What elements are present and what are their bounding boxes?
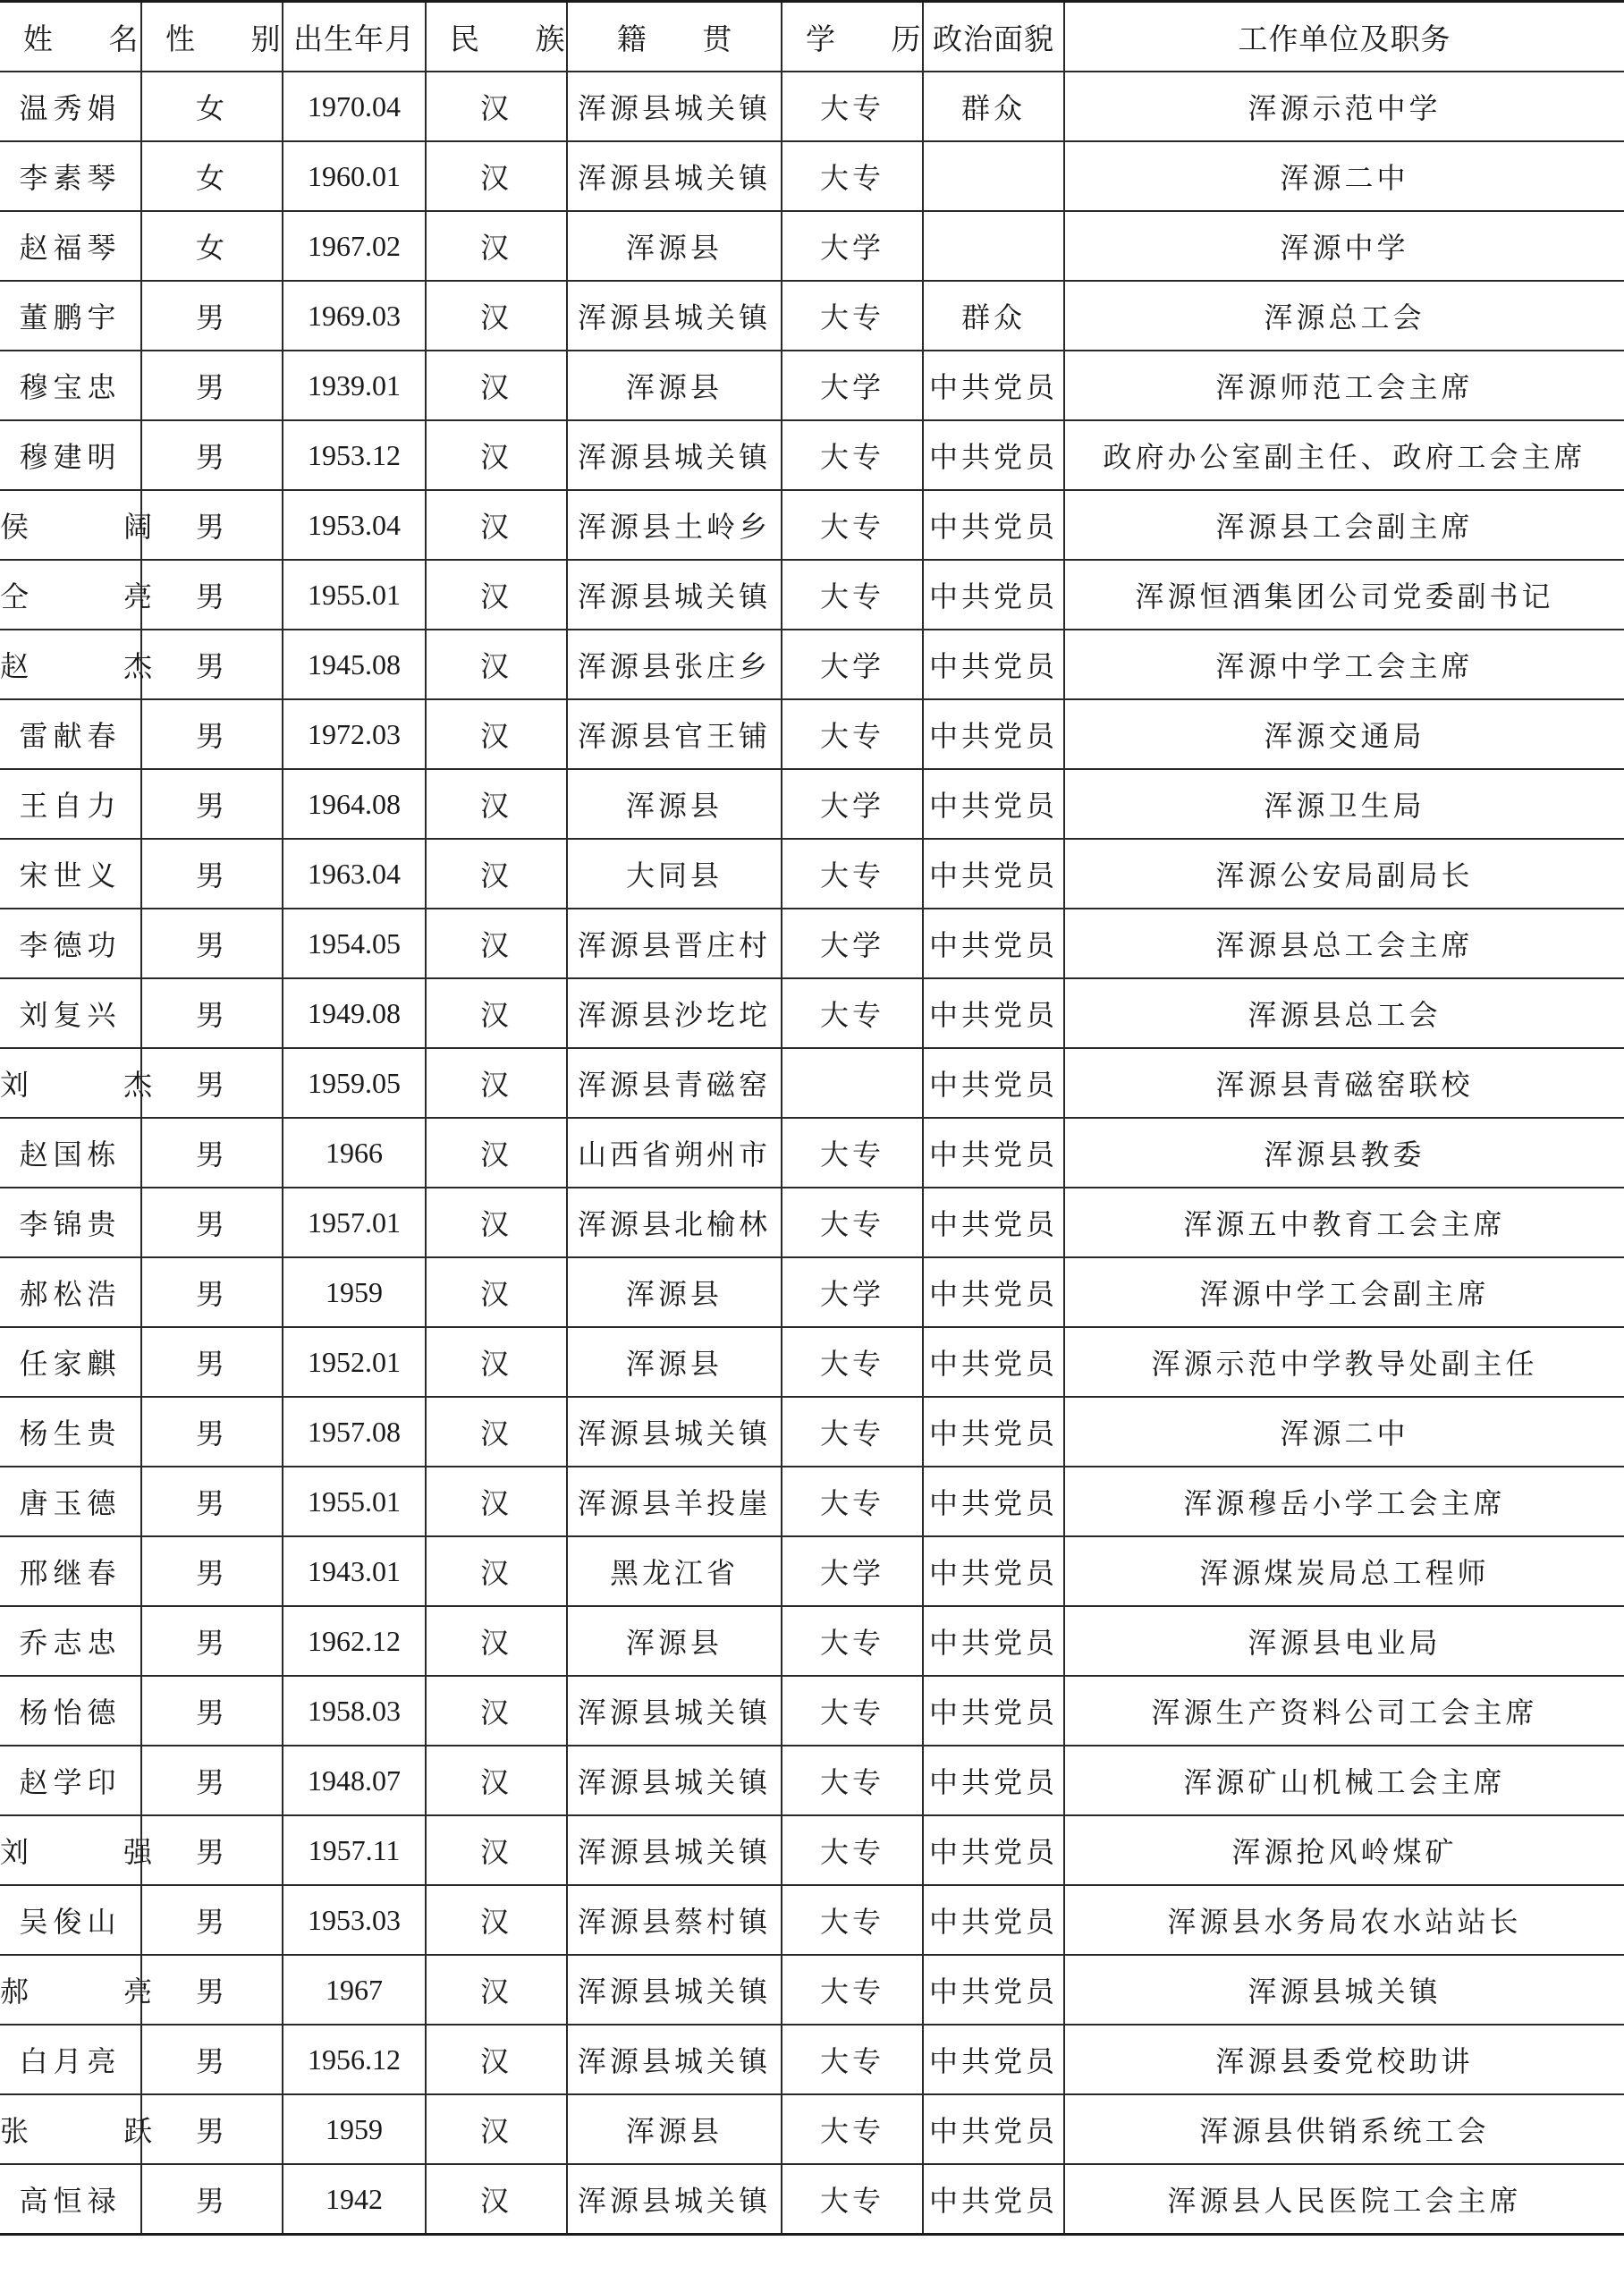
gender-cell: 男: [141, 1746, 283, 1815]
gender-cell: 男: [141, 839, 283, 909]
employer-position-cell: 浑源县人民医院工会主席: [1064, 2164, 1624, 2235]
education-cell: 大专: [782, 2094, 923, 2164]
gender-cell: 女: [141, 211, 283, 281]
native-place-cell: 浑源县城关镇: [567, 1746, 782, 1815]
education-cell: 大专: [782, 2025, 923, 2094]
political-status-cell: [923, 141, 1064, 211]
birth-date-cell: 1966: [283, 1118, 426, 1188]
education-cell: 大专: [782, 1746, 923, 1815]
table-body: [0, 72, 1624, 2235]
table-row: [0, 1955, 1624, 2025]
political-status-cell: 中共党员: [923, 1048, 1064, 1118]
table-row: [0, 839, 1624, 909]
gender-cell: 男: [141, 1327, 283, 1397]
native-place-cell: 浑源县官王铺: [567, 699, 782, 769]
gender-cell: 男: [141, 560, 283, 630]
employer-position-cell: 浑源师范工会主席: [1064, 351, 1624, 420]
birth-date-cell: 1959.05: [283, 1048, 426, 1118]
employer-position-cell: 浑源县水务局农水站站长: [1064, 1885, 1624, 1955]
ethnicity-cell: 汉: [426, 1327, 567, 1397]
native-place-cell: 浑源县: [567, 769, 782, 839]
ethnicity-cell: 汉: [426, 839, 567, 909]
birth-date-cell: 1942: [283, 2164, 426, 2235]
table-row: [0, 141, 1624, 211]
political-status-cell: 中共党员: [923, 351, 1064, 420]
gender-header: 性 别: [141, 2, 283, 72]
gender-cell: 男: [141, 2094, 283, 2164]
employer-position-cell: 浑源县电业局: [1064, 1606, 1624, 1676]
education-cell: 大专: [782, 490, 923, 560]
education-cell: 大学: [782, 211, 923, 281]
ethnicity-header: 民 族: [426, 2, 567, 72]
native-place-cell: 浑源县: [567, 211, 782, 281]
native-place-cell: 黑龙江省: [567, 1536, 782, 1606]
ethnicity-cell: 汉: [426, 1676, 567, 1746]
table-row: [0, 1606, 1624, 1676]
ethnicity-cell: 汉: [426, 1815, 567, 1885]
education-cell: 大专: [782, 141, 923, 211]
education-cell: 大专: [782, 699, 923, 769]
education-cell: 大专: [782, 1815, 923, 1885]
gender-cell: 男: [141, 2025, 283, 2094]
education-cell: 大专: [782, 1955, 923, 2025]
birth-date-cell: 1956.12: [283, 2025, 426, 2094]
native-place-cell: 浑源县: [567, 1327, 782, 1397]
gender-cell: 男: [141, 1048, 283, 1118]
native-place-cell: 浑源县羊投崖: [567, 1467, 782, 1536]
political-status-cell: 中共党员: [923, 2164, 1064, 2235]
education-cell: 大专: [782, 1885, 923, 1955]
table-row: [0, 699, 1624, 769]
political-status-cell: 中共党员: [923, 769, 1064, 839]
ethnicity-cell: 汉: [426, 141, 567, 211]
name-cell: 杨怡德: [0, 1676, 141, 1746]
political-status-cell: 中共党员: [923, 699, 1064, 769]
name-cell: 赵 杰: [0, 630, 141, 699]
education-cell: 大专: [782, 1118, 923, 1188]
political-status-cell: 中共党员: [923, 490, 1064, 560]
name-cell: 刘复兴: [0, 978, 141, 1048]
employer-position-cell: 浑源二中: [1064, 141, 1624, 211]
education-cell: 大专: [782, 978, 923, 1048]
ethnicity-cell: 汉: [426, 1048, 567, 1118]
gender-cell: 男: [141, 1118, 283, 1188]
ethnicity-cell: 汉: [426, 2164, 567, 2235]
name-cell: 王自力: [0, 769, 141, 839]
education-cell: 大专: [782, 1606, 923, 1676]
name-cell: 乔志忠: [0, 1606, 141, 1676]
ethnicity-cell: 汉: [426, 909, 567, 978]
native-place-cell: 浑源县: [567, 1257, 782, 1327]
birth-date-cell: 1952.01: [283, 1327, 426, 1397]
employer-position-cell: 浑源卫生局: [1064, 769, 1624, 839]
native-place-cell: 浑源县城关镇: [567, 72, 782, 141]
birth-date-cell: 1957.08: [283, 1397, 426, 1467]
ethnicity-cell: 汉: [426, 351, 567, 420]
gender-cell: 女: [141, 141, 283, 211]
ethnicity-cell: 汉: [426, 699, 567, 769]
employer-position-cell: 浑源县工会副主席: [1064, 490, 1624, 560]
gender-cell: 男: [141, 1606, 283, 1676]
ethnicity-cell: 汉: [426, 1885, 567, 1955]
birth-date-cell: 1949.08: [283, 978, 426, 1048]
political-status-cell: 中共党员: [923, 420, 1064, 490]
name-cell: 赵国栋: [0, 1118, 141, 1188]
birth-date-cell: 1958.03: [283, 1676, 426, 1746]
birth-date-cell: 1943.01: [283, 1536, 426, 1606]
name-header: 姓 名: [0, 2, 141, 72]
table-header-row: [0, 2, 1624, 72]
education-cell: 大学: [782, 909, 923, 978]
ethnicity-cell: 汉: [426, 1536, 567, 1606]
political-status-cell: 中共党员: [923, 2094, 1064, 2164]
ethnicity-cell: 汉: [426, 72, 567, 141]
education-cell: 大专: [782, 72, 923, 141]
birth-date-cell: 1963.04: [283, 839, 426, 909]
political-status-cell: 群众: [923, 281, 1064, 351]
education-cell: 大学: [782, 1536, 923, 1606]
employer-position-cell: 浑源县教委: [1064, 1118, 1624, 1188]
native-place-cell: 浑源县晋庄村: [567, 909, 782, 978]
name-cell: 任家麒: [0, 1327, 141, 1397]
political-status-cell: 群众: [923, 72, 1064, 141]
birth-date-cell: 1967.02: [283, 211, 426, 281]
gender-cell: 男: [141, 490, 283, 560]
table-row: [0, 72, 1624, 141]
birth-date-cell: 1953.04: [283, 490, 426, 560]
education-cell: 大专: [782, 1467, 923, 1536]
native-place-cell: 浑源县沙圪坨: [567, 978, 782, 1048]
gender-cell: 男: [141, 351, 283, 420]
political-status-cell: 中共党员: [923, 1606, 1064, 1676]
employer-position-cell: 浑源五中教育工会主席: [1064, 1188, 1624, 1257]
political-status-cell: 中共党员: [923, 839, 1064, 909]
political-status-cell: 中共党员: [923, 1955, 1064, 2025]
employer-position-cell: 浑源县供销系统工会: [1064, 2094, 1624, 2164]
name-cell: 李素琴: [0, 141, 141, 211]
employer-position-cell: 浑源抢风岭煤矿: [1064, 1815, 1624, 1885]
name-cell: 宋世义: [0, 839, 141, 909]
birth-date-cell: 1969.03: [283, 281, 426, 351]
native-place-cell: 浑源县: [567, 1606, 782, 1676]
education-cell: 大专: [782, 560, 923, 630]
ethnicity-cell: 汉: [426, 2094, 567, 2164]
name-cell: 白月亮: [0, 2025, 141, 2094]
employer-position-cell: 浑源总工会: [1064, 281, 1624, 351]
birth-date-cell: 1939.01: [283, 351, 426, 420]
political-status-cell: 中共党员: [923, 1327, 1064, 1397]
employer-position-cell: 浑源县总工会主席: [1064, 909, 1624, 978]
education-cell: 大学: [782, 769, 923, 839]
native-place-cell: 浑源县北榆林: [567, 1188, 782, 1257]
education-cell: 大专: [782, 839, 923, 909]
name-cell: 仝 亮: [0, 560, 141, 630]
name-cell: 张 跃: [0, 2094, 141, 2164]
education-cell: 大专: [782, 1397, 923, 1467]
table-row: [0, 1676, 1624, 1746]
birth-date-cell: 1962.12: [283, 1606, 426, 1676]
political-status-cell: 中共党员: [923, 1746, 1064, 1815]
ethnicity-cell: 汉: [426, 560, 567, 630]
political-status-cell: 中共党员: [923, 1676, 1064, 1746]
education-cell: 大专: [782, 1676, 923, 1746]
name-cell: 唐玉德: [0, 1467, 141, 1536]
native-place-cell: 浑源县土岭乡: [567, 490, 782, 560]
education-cell: 大专: [782, 420, 923, 490]
native-place-cell: 浑源县城关镇: [567, 1397, 782, 1467]
native-place-cell: 浑源县城关镇: [567, 141, 782, 211]
native-place-header: 籍 贯: [567, 2, 782, 72]
gender-cell: 男: [141, 1815, 283, 1885]
table-row: [0, 978, 1624, 1048]
ethnicity-cell: 汉: [426, 420, 567, 490]
education-cell: 大专: [782, 1327, 923, 1397]
table-row: [0, 1188, 1624, 1257]
table-row: [0, 909, 1624, 978]
table-row: [0, 1885, 1624, 1955]
education-header: 学 历: [782, 2, 923, 72]
ethnicity-cell: 汉: [426, 1397, 567, 1467]
ethnicity-cell: 汉: [426, 490, 567, 560]
ethnicity-cell: 汉: [426, 1467, 567, 1536]
gender-cell: 男: [141, 909, 283, 978]
gender-cell: 男: [141, 1885, 283, 1955]
name-cell: 穆宝忠: [0, 351, 141, 420]
ethnicity-cell: 汉: [426, 630, 567, 699]
ethnicity-cell: 汉: [426, 978, 567, 1048]
table-row: [0, 1397, 1624, 1467]
political-status-cell: 中共党员: [923, 1188, 1064, 1257]
employer-position-cell: 浑源矿山机械工会主席: [1064, 1746, 1624, 1815]
employer-position-cell: 浑源穆岳小学工会主席: [1064, 1467, 1624, 1536]
education-cell: 大专: [782, 1188, 923, 1257]
birth-date-cell: 1953.12: [283, 420, 426, 490]
native-place-cell: 浑源县张庄乡: [567, 630, 782, 699]
table-row: [0, 2164, 1624, 2235]
gender-cell: 男: [141, 2164, 283, 2235]
employer-position-cell: 浑源生产资料公司工会主席: [1064, 1676, 1624, 1746]
political-status-cell: 中共党员: [923, 1397, 1064, 1467]
birth-date-cell: 1948.07: [283, 1746, 426, 1815]
birth-date-cell: 1957.11: [283, 1815, 426, 1885]
gender-cell: 男: [141, 1536, 283, 1606]
gender-cell: 男: [141, 1188, 283, 1257]
name-cell: 赵福琴: [0, 211, 141, 281]
gender-cell: 男: [141, 1397, 283, 1467]
ethnicity-cell: 汉: [426, 1606, 567, 1676]
birth-date-cell: 1970.04: [283, 72, 426, 141]
table-row: [0, 281, 1624, 351]
political-status-cell: 中共党员: [923, 909, 1064, 978]
employer-position-cell: 浑源交通局: [1064, 699, 1624, 769]
political-status-cell: 中共党员: [923, 630, 1064, 699]
birth-date-cell: 1959: [283, 2094, 426, 2164]
native-place-cell: 浑源县城关镇: [567, 2164, 782, 2235]
table-row: [0, 1467, 1624, 1536]
political-status-cell: 中共党员: [923, 978, 1064, 1048]
table-row: [0, 2025, 1624, 2094]
name-cell: 刘 杰: [0, 1048, 141, 1118]
employer-position-cell: 浑源示范中学: [1064, 72, 1624, 141]
education-cell: 大学: [782, 630, 923, 699]
gender-cell: 男: [141, 1676, 283, 1746]
name-cell: 侯 阔: [0, 490, 141, 560]
employer-position-cell: 浑源恒酒集团公司党委副书记: [1064, 560, 1624, 630]
name-cell: 杨生贵: [0, 1397, 141, 1467]
native-place-cell: 浑源县: [567, 2094, 782, 2164]
table-row: [0, 1048, 1624, 1118]
table-row: [0, 490, 1624, 560]
political-status-cell: 中共党员: [923, 560, 1064, 630]
gender-cell: 男: [141, 420, 283, 490]
employer-position-cell: 浑源二中: [1064, 1397, 1624, 1467]
birth-date-cell: 1954.05: [283, 909, 426, 978]
table-row: [0, 1257, 1624, 1327]
table-row: [0, 1118, 1624, 1188]
table-row: [0, 420, 1624, 490]
birth-date-cell: 1967: [283, 1955, 426, 2025]
table-row: [0, 2094, 1624, 2164]
education-cell: 大专: [782, 281, 923, 351]
political-status-cell: 中共党员: [923, 1885, 1064, 1955]
gender-cell: 女: [141, 72, 283, 141]
ethnicity-cell: 汉: [426, 1118, 567, 1188]
employer-position-cell: 浑源煤炭局总工程师: [1064, 1536, 1624, 1606]
gender-cell: 男: [141, 630, 283, 699]
ethnicity-cell: 汉: [426, 1188, 567, 1257]
native-place-cell: 浑源县蔡村镇: [567, 1885, 782, 1955]
birth-date-cell: 1945.08: [283, 630, 426, 699]
table-row: [0, 560, 1624, 630]
table-row: [0, 769, 1624, 839]
birth-date-cell: 1959: [283, 1257, 426, 1327]
native-place-cell: 浑源县城关镇: [567, 281, 782, 351]
table-row: [0, 351, 1624, 420]
table-row: [0, 1746, 1624, 1815]
name-cell: 刘 强: [0, 1815, 141, 1885]
birth-date-cell: 1957.01: [283, 1188, 426, 1257]
native-place-cell: 浑源县: [567, 351, 782, 420]
name-cell: 穆建明: [0, 420, 141, 490]
employer-position-cell: 政府办公室副主任、政府工会主席: [1064, 420, 1624, 490]
ethnicity-cell: 汉: [426, 1746, 567, 1815]
birth-date-header: 出生年月: [283, 2, 426, 72]
table-row: [0, 1536, 1624, 1606]
employer-position-cell: 浑源示范中学教导处副主任: [1064, 1327, 1624, 1397]
political-status-cell: 中共党员: [923, 1815, 1064, 1885]
name-cell: 郝松浩: [0, 1257, 141, 1327]
political-status-header: 政治面貌: [923, 2, 1064, 72]
ethnicity-cell: 汉: [426, 1955, 567, 2025]
name-cell: 赵学印: [0, 1746, 141, 1815]
native-place-cell: 浑源县城关镇: [567, 1815, 782, 1885]
native-place-cell: 山西省朔州市: [567, 1118, 782, 1188]
name-cell: 雷献春: [0, 699, 141, 769]
birth-date-cell: 1955.01: [283, 560, 426, 630]
name-cell: 李锦贵: [0, 1188, 141, 1257]
employer-position-cell: 浑源县总工会: [1064, 978, 1624, 1048]
gender-cell: 男: [141, 769, 283, 839]
native-place-cell: 浑源县城关镇: [567, 1955, 782, 2025]
name-cell: 郝 亮: [0, 1955, 141, 2025]
table-row: [0, 1327, 1624, 1397]
employer-position-cell: 浑源县委党校助讲: [1064, 2025, 1624, 2094]
political-status-cell: 中共党员: [923, 1118, 1064, 1188]
ethnicity-cell: 汉: [426, 1257, 567, 1327]
gender-cell: 男: [141, 281, 283, 351]
native-place-cell: 浑源县城关镇: [567, 560, 782, 630]
table-row: [0, 1815, 1624, 1885]
employer-position-cell: 浑源中学工会副主席: [1064, 1257, 1624, 1327]
ethnicity-cell: 汉: [426, 2025, 567, 2094]
ethnicity-cell: 汉: [426, 769, 567, 839]
native-place-cell: 浑源县城关镇: [567, 2025, 782, 2094]
political-status-cell: 中共党员: [923, 1467, 1064, 1536]
birth-date-cell: 1964.08: [283, 769, 426, 839]
native-place-cell: 浑源县城关镇: [567, 420, 782, 490]
political-status-cell: 中共党员: [923, 2025, 1064, 2094]
name-cell: 温秀娟: [0, 72, 141, 141]
employer-position-cell: 浑源县青磁窑联校: [1064, 1048, 1624, 1118]
name-cell: 董鹏宇: [0, 281, 141, 351]
employer-position-cell: 浑源中学工会主席: [1064, 630, 1624, 699]
native-place-cell: 浑源县青磁窑: [567, 1048, 782, 1118]
birth-date-cell: 1972.03: [283, 699, 426, 769]
ethnicity-cell: 汉: [426, 211, 567, 281]
name-cell: 李德功: [0, 909, 141, 978]
gender-cell: 男: [141, 699, 283, 769]
political-status-cell: 中共党员: [923, 1257, 1064, 1327]
native-place-cell: 浑源县城关镇: [567, 1676, 782, 1746]
gender-cell: 男: [141, 1257, 283, 1327]
gender-cell: 男: [141, 1467, 283, 1536]
political-status-cell: [923, 211, 1064, 281]
native-place-cell: 大同县: [567, 839, 782, 909]
political-status-cell: 中共党员: [923, 1536, 1064, 1606]
name-cell: 吴俊山: [0, 1885, 141, 1955]
education-cell: 大学: [782, 351, 923, 420]
table-row: [0, 211, 1624, 281]
education-cell: 大学: [782, 1257, 923, 1327]
employer-position-cell: 浑源公安局副局长: [1064, 839, 1624, 909]
birth-date-cell: 1953.03: [283, 1885, 426, 1955]
education-cell: 大专: [782, 2164, 923, 2235]
birth-date-cell: 1960.01: [283, 141, 426, 211]
name-cell: 邢继春: [0, 1536, 141, 1606]
birth-date-cell: 1955.01: [283, 1467, 426, 1536]
employer-position-cell: 浑源中学: [1064, 211, 1624, 281]
name-cell: 高恒禄: [0, 2164, 141, 2235]
employer-position-cell: 浑源县城关镇: [1064, 1955, 1624, 2025]
education-cell: [782, 1048, 923, 1118]
gender-cell: 男: [141, 978, 283, 1048]
gender-cell: 男: [141, 1955, 283, 2025]
ethnicity-cell: 汉: [426, 281, 567, 351]
employer-position-header: 工作单位及职务: [1064, 2, 1624, 72]
table-row: [0, 630, 1624, 699]
